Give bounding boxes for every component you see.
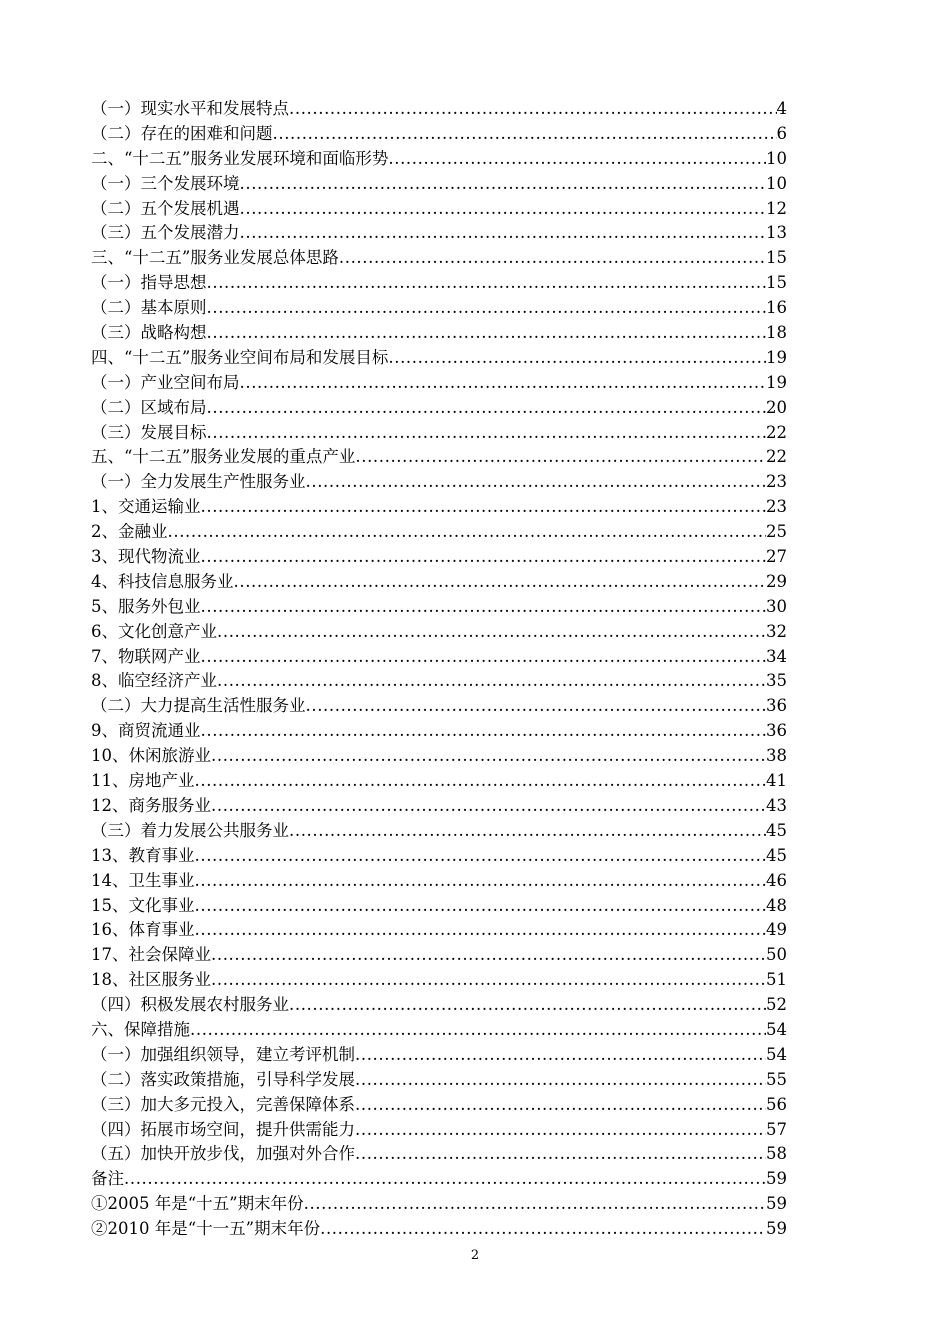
toc-dot-leader <box>201 719 767 744</box>
toc-entry[interactable] <box>91 396 787 421</box>
toc-entry-title: 五、“十二五”服务业发展的重点产业 <box>91 447 356 467</box>
toc-entry-title: （二）基本原则 <box>91 298 207 318</box>
toc-entry[interactable] <box>91 819 787 844</box>
toc-dot-leader <box>289 993 766 1018</box>
toc-entry-page: 10 <box>766 148 787 168</box>
toc-dot-leader <box>355 1142 766 1167</box>
toc-entry-title: 17、社会保障业 <box>91 945 211 965</box>
toc-entry-title: 4、科技信息服务业 <box>91 571 234 591</box>
toc-entry[interactable] <box>91 943 787 968</box>
toc-entry-page: 54 <box>766 1044 787 1064</box>
toc-dot-leader <box>190 1018 766 1043</box>
toc-entry[interactable] <box>91 545 787 570</box>
toc-entry[interactable] <box>91 794 787 819</box>
toc-entry-title: 8、临空经济产业 <box>91 671 217 691</box>
toc-entry-page: 23 <box>766 472 787 492</box>
toc-entry-page: 20 <box>766 397 787 417</box>
toc-entry[interactable] <box>91 520 787 545</box>
toc-entry-title: （四）积极发展农村服务业 <box>91 995 289 1015</box>
toc-entry-page: 52 <box>766 995 787 1015</box>
toc-dot-leader <box>211 744 766 769</box>
toc-entry-page: 18 <box>766 323 787 343</box>
toc-entry-title: 三、“十二五”服务业发展总体思路 <box>91 248 339 268</box>
toc-entry-title: （二）五个发展机遇 <box>91 198 240 218</box>
toc-entry[interactable] <box>91 694 787 719</box>
toc-entry-page: 6 <box>776 123 787 143</box>
toc-entry-page: 38 <box>766 746 787 766</box>
toc-entry-title: 12、商务服务业 <box>91 795 211 815</box>
toc-entry-title: ②2010 年是“十一五”期末年份 <box>91 1219 321 1239</box>
toc-dot-leader <box>355 1068 766 1093</box>
table-of-contents <box>91 97 787 1242</box>
toc-entry[interactable] <box>91 1118 787 1143</box>
toc-entry[interactable] <box>91 147 787 172</box>
toc-entry-page: 23 <box>766 497 787 517</box>
toc-entry[interactable] <box>91 122 787 147</box>
toc-entry-page: 50 <box>766 945 787 965</box>
toc-entry-title: 2、金融业 <box>91 522 168 542</box>
toc-dot-leader <box>306 470 767 495</box>
toc-entry[interactable] <box>91 993 787 1018</box>
toc-dot-leader <box>234 570 767 595</box>
toc-entry-page: 13 <box>766 223 787 243</box>
toc-entry-title: 16、体育事业 <box>91 920 195 940</box>
toc-entry-title: 13、教育事业 <box>91 845 195 865</box>
toc-dot-leader <box>339 246 766 271</box>
toc-dot-leader <box>289 819 766 844</box>
toc-dot-leader <box>207 296 767 321</box>
toc-entry-title: （一）加强组织领导，建立考评机制 <box>91 1044 355 1064</box>
toc-entry[interactable] <box>91 271 787 296</box>
toc-entry[interactable] <box>91 1043 787 1068</box>
toc-entry[interactable] <box>91 296 787 321</box>
toc-entry-page: 25 <box>766 522 787 542</box>
toc-entry[interactable] <box>91 844 787 869</box>
toc-entry-page: 32 <box>766 621 787 641</box>
toc-entry[interactable] <box>91 321 787 346</box>
toc-entry-title: 10、休闲旅游业 <box>91 746 211 766</box>
toc-entry[interactable] <box>91 719 787 744</box>
toc-entry-page: 58 <box>766 1144 787 1164</box>
toc-entry-title: （一）三个发展环境 <box>91 173 240 193</box>
toc-entry[interactable] <box>91 669 787 694</box>
toc-dot-leader <box>207 321 767 346</box>
toc-entry-title: 18、社区服务业 <box>91 970 211 990</box>
toc-dot-leader <box>240 197 767 222</box>
toc-entry-title: （一）产业空间布局 <box>91 372 240 392</box>
toc-entry-title: （三）五个发展潜力 <box>91 223 240 243</box>
toc-entry-page: 59 <box>766 1169 787 1189</box>
toc-entry-title: ①2005 年是“十五”期末年份 <box>91 1194 304 1214</box>
toc-dot-leader <box>195 918 767 943</box>
toc-entry-title: （三）加大多元投入，完善保障体系 <box>91 1094 355 1114</box>
toc-entry-title: （一）现实水平和发展特点 <box>91 99 289 118</box>
toc-entry-page: 46 <box>766 870 787 890</box>
toc-dot-leader <box>207 271 767 296</box>
toc-entry-page: 30 <box>766 596 787 616</box>
toc-entry-title: 1、交通运输业 <box>91 497 201 517</box>
toc-dot-leader <box>207 421 767 446</box>
toc-entry[interactable] <box>91 570 787 595</box>
toc-entry-title: （一）全力发展生产性服务业 <box>91 472 306 492</box>
toc-entry[interactable] <box>91 172 787 197</box>
toc-dot-leader <box>320 1217 766 1242</box>
toc-entry[interactable] <box>91 197 787 222</box>
toc-dot-leader <box>388 147 766 172</box>
toc-entry-page: 36 <box>766 721 787 741</box>
toc-entry-title: 六、保障措施 <box>91 1019 190 1039</box>
toc-entry[interactable] <box>91 595 787 620</box>
toc-dot-leader <box>195 894 767 919</box>
toc-dot-leader <box>201 495 767 520</box>
toc-dot-leader <box>217 620 766 645</box>
toc-entry[interactable] <box>91 495 787 520</box>
toc-dot-leader <box>201 645 767 670</box>
toc-dot-leader <box>195 844 767 869</box>
toc-entry[interactable] <box>91 221 787 246</box>
toc-entry-page: 4 <box>776 99 787 118</box>
toc-entry-page: 34 <box>766 646 787 666</box>
toc-entry-title: （二）落实政策措施，引导科学发展 <box>91 1069 355 1089</box>
toc-entry-page: 35 <box>766 671 787 691</box>
toc-dot-leader <box>240 221 767 246</box>
toc-entry-title: 二、“十二五”服务业发展环境和面临形势 <box>91 148 389 168</box>
toc-entry-page: 59 <box>766 1219 787 1239</box>
toc-entry[interactable] <box>91 645 787 670</box>
toc-entry-title: 7、物联网产业 <box>91 646 201 666</box>
toc-entry[interactable] <box>91 894 787 919</box>
toc-dot-leader <box>195 769 767 794</box>
toc-entry-page: 41 <box>766 771 787 791</box>
toc-entry-page: 19 <box>766 372 787 392</box>
toc-entry[interactable] <box>91 1192 787 1217</box>
toc-entry-page: 54 <box>766 1019 787 1039</box>
toc-entry[interactable] <box>91 346 787 371</box>
toc-entry[interactable] <box>91 869 787 894</box>
toc-entry[interactable] <box>91 769 787 794</box>
toc-entry[interactable] <box>91 744 787 769</box>
toc-entry-page: 45 <box>766 820 787 840</box>
toc-dot-leader <box>211 794 766 819</box>
toc-entry-page: 16 <box>766 298 787 318</box>
toc-entry-title: 6、文化创意产业 <box>91 621 217 641</box>
toc-entry[interactable] <box>91 1142 787 1167</box>
toc-entry-title: （一）指导思想 <box>91 273 207 293</box>
toc-entry-page: 57 <box>766 1119 787 1139</box>
toc-entry[interactable] <box>91 445 787 470</box>
toc-entry-page: 48 <box>766 895 787 915</box>
toc-entry-title: 11、房地产业 <box>91 771 195 791</box>
toc-entry-title: 15、文化事业 <box>91 895 195 915</box>
toc-entry-title: 9、商贸流通业 <box>91 721 201 741</box>
toc-dot-leader <box>201 545 767 570</box>
toc-entry-page: 22 <box>766 422 787 442</box>
toc-dot-leader <box>195 869 767 894</box>
toc-entry-page: 12 <box>766 198 787 218</box>
toc-dot-leader <box>355 445 766 470</box>
toc-entry-page: 10 <box>766 173 787 193</box>
toc-dot-leader <box>201 595 767 620</box>
toc-entry-page: 59 <box>766 1194 787 1214</box>
toc-entry[interactable] <box>91 1093 787 1118</box>
toc-entry-title: （三）发展目标 <box>91 422 207 442</box>
toc-entry[interactable] <box>91 1018 787 1043</box>
toc-dot-leader <box>211 968 766 993</box>
toc-dot-leader <box>273 122 777 147</box>
toc-entry-title: （五）加快开放步伐，加强对外合作 <box>91 1144 355 1164</box>
toc-entry[interactable] <box>91 968 787 993</box>
toc-entry-page: 22 <box>766 447 787 467</box>
toc-entry[interactable] <box>91 246 787 271</box>
toc-entry[interactable] <box>91 1167 787 1192</box>
toc-dot-leader <box>211 943 766 968</box>
toc-dot-leader <box>355 1118 766 1143</box>
toc-entry[interactable] <box>91 1068 787 1093</box>
toc-entry-page: 19 <box>766 347 787 367</box>
toc-dot-leader <box>207 396 767 421</box>
toc-entry-page: 56 <box>766 1094 787 1114</box>
toc-entry-title: 备注 <box>91 1169 124 1189</box>
toc-dot-leader <box>306 694 767 719</box>
toc-entry[interactable] <box>91 97 787 122</box>
toc-dot-leader <box>168 520 767 545</box>
toc-entry-title: 四、“十二五”服务业空间布局和发展目标 <box>91 347 389 367</box>
toc-entry-page: 15 <box>766 273 787 293</box>
toc-entry[interactable] <box>91 421 787 446</box>
toc-entry[interactable] <box>91 620 787 645</box>
toc-entry-title: （二）存在的困难和问题 <box>91 123 273 143</box>
toc-entry-page: 29 <box>766 571 787 591</box>
toc-entry-title: 3、现代物流业 <box>91 547 201 567</box>
toc-entry-title: （三）着力发展公共服务业 <box>91 820 289 840</box>
toc-entry-title: （二）区域布局 <box>91 397 207 417</box>
toc-entry-page: 15 <box>766 248 787 268</box>
page-number: 2 <box>470 1248 480 1263</box>
toc-entry-page: 36 <box>766 696 787 716</box>
toc-entry-title: （四）拓展市场空间，提升供需能力 <box>91 1119 355 1139</box>
toc-dot-leader <box>240 172 767 197</box>
toc-entry[interactable] <box>91 371 787 396</box>
toc-dot-leader <box>304 1192 766 1217</box>
toc-entry[interactable] <box>91 918 787 943</box>
toc-dot-leader <box>355 1093 766 1118</box>
toc-entry-title: 5、服务外包业 <box>91 596 201 616</box>
toc-entry[interactable] <box>91 1217 787 1242</box>
toc-entry[interactable] <box>91 470 787 495</box>
toc-entry-page: 45 <box>766 845 787 865</box>
toc-entry-title: 14、卫生事业 <box>91 870 195 890</box>
toc-dot-leader <box>124 1167 766 1192</box>
toc-entry-page: 49 <box>766 920 787 940</box>
toc-entry-page: 51 <box>766 970 787 990</box>
toc-entry-title: （二）大力提高生活性服务业 <box>91 696 306 716</box>
toc-dot-leader <box>355 1043 766 1068</box>
toc-entry-page: 27 <box>766 547 787 567</box>
toc-dot-leader <box>217 669 766 694</box>
toc-dot-leader <box>240 371 767 396</box>
toc-entry-page: 43 <box>766 795 787 815</box>
toc-dot-leader <box>388 346 766 371</box>
toc-dot-leader <box>289 97 777 122</box>
toc-entry-page: 55 <box>766 1069 787 1089</box>
toc-entry-title: （三）战略构想 <box>91 323 207 343</box>
